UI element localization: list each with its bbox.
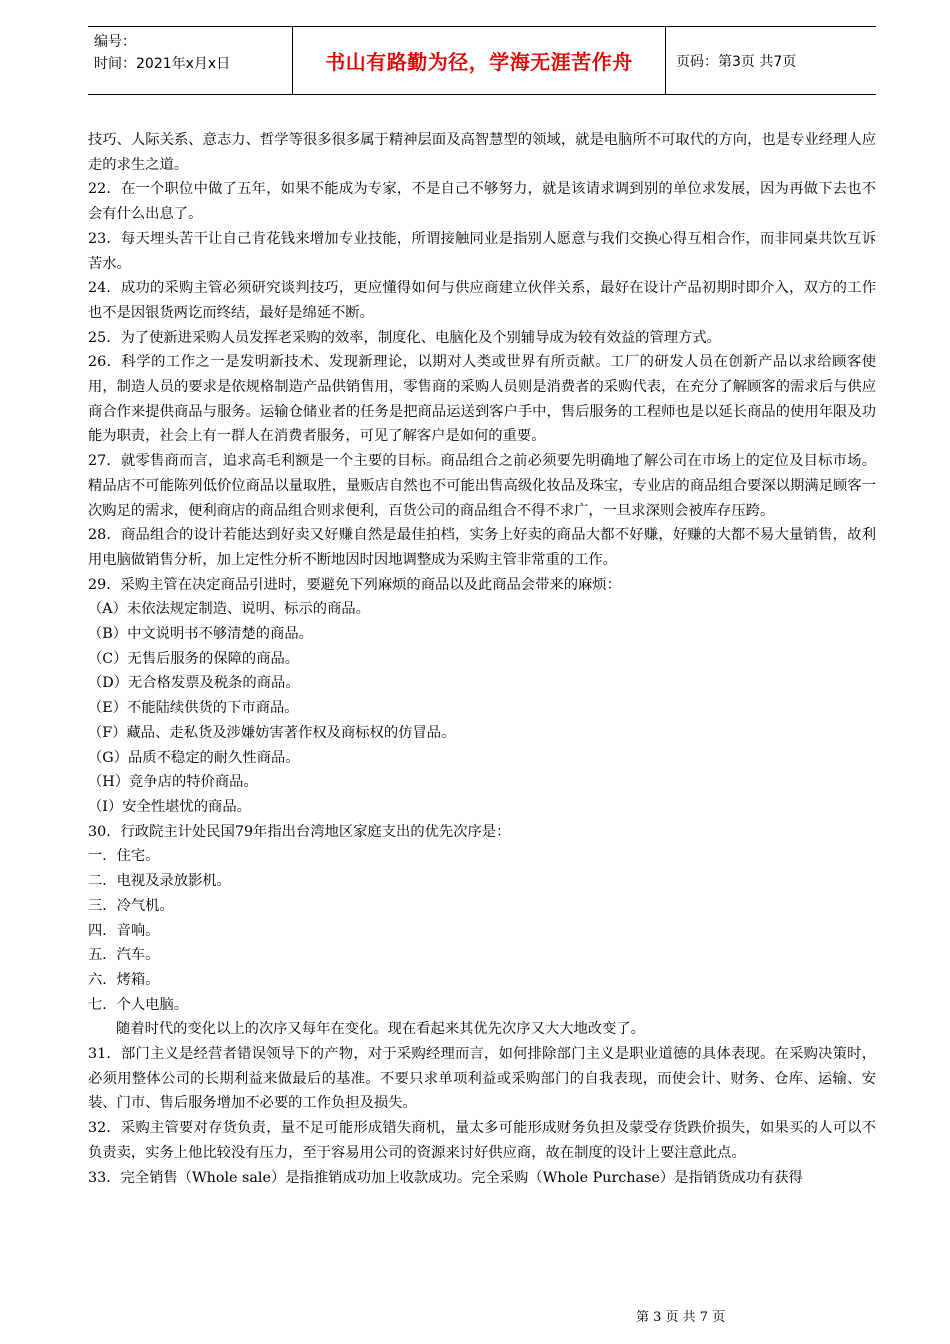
paragraph: 23．每天埋头苦干让自己肯花钱来增加专业技能，所谓接触同业是指别人愿意与我们交换心得互相合作，而非同桌共饮互诉苦水。 [88, 230, 876, 272]
paragraph: 27．就零售商而言，追求高毛利额是一个主要的目标。商品组合之前必须要先明确地了解公司在市场上的定位及目标市场。精品店不可能陈列低价位商品以量取胜，量贩店自然也不可能出售高级化妆品及珠宝，专业店的商品组合要深以期满足顾客一次购足的需求，便利商店的商品组合则求便利，百货公司的商品组合不得不求广，一旦求深则会被库存压跨。 [88, 453, 876, 519]
page-header [88, 26, 876, 95]
document-body [88, 128, 876, 1190]
list-item: 二．电视及录放影机。 [88, 873, 231, 890]
page-footer [636, 1306, 725, 1325]
list-item: （F）藏品、走私货及涉嫌妨害著作权及商标权的仿冒品。 [88, 724, 456, 741]
list-item: （G）品质不稳定的耐久性商品。 [88, 749, 300, 766]
footer-page-number: 第 3 页 共 7 页 [636, 1310, 726, 1325]
paragraph: 33．完全销售（Whole sale）是指推销成功加上收款成功。完全采购（Whole Purchase）是指销货成功有获得 [88, 1169, 803, 1186]
paragraph: 28．商品组合的设计若能达到好卖又好赚自然是最佳拍档，实务上好卖的商品大都不好赚，好赚的大都不易大量销售，故利用电脑做销售分析，加上定性分析不断地因时因地调整成为采购主管非常重的工作。 [88, 527, 876, 568]
list-item: （D）无合格发票及税条的商品。 [88, 675, 300, 692]
header-motto [292, 27, 666, 94]
paragraph: 技巧、人际关系、意志力、哲学等很多很多属于精神层面及高智慧型的领域，就是电脑所不可取代的方向，也是专业经理人应走的求生之道。 [88, 132, 876, 173]
list-item: 六．烤箱。 [88, 971, 160, 988]
list-item: （E）不能陆续供货的下市商品。 [88, 700, 299, 717]
list-item: 四．音响。 [88, 922, 160, 939]
page-label: 页码：第3页 共7页 [676, 53, 797, 70]
paragraph: 随着时代的变化以上的次序又每年在变化。现在看起来其优先次序又大大地改变了。 [116, 1021, 645, 1038]
list-item: （I）安全性堪忧的商品。 [88, 798, 251, 815]
paragraph: 24．成功的采购主管必须研究谈判技巧，更应懂得如何与供应商建立伙伴关系，最好在设计产品初期时即介入，双方的工作也不是因银货两讫而终结，最好是绵延不断。 [88, 280, 876, 321]
list-item: （C）无售后服务的保障的商品。 [88, 650, 300, 667]
header-meta [88, 27, 292, 94]
paragraph: 32．采购主管要对存货负责，量不足可能形成错失商机，量太多可能形成财务负担及蒙受存货跌价损失，如果买的人可以不负责卖，实务上他比较没有压力，至于容易用公司的资源来讨好供应商，故在制度的设计上要注意此点。 [88, 1120, 876, 1161]
list-item: 七．个人电脑。 [88, 996, 189, 1013]
paragraph: 29．采购主管在决定商品引进时，要避免下列麻烦的商品以及此商品会带来的麻烦： [88, 576, 621, 593]
list-item: （B）中文说明书不够清楚的商品。 [88, 626, 313, 643]
paragraph: 22．在一个职位中做了五年，如果不能成为专家，不是自己不够努力，就是该请求调到别的单位求发展，因为再做下去也不会有什么出息了。 [88, 181, 876, 223]
motto-text: 书山有路勤为径，学海无涯苦作舟 [325, 50, 633, 74]
list-item: （H）竞争店的特价商品。 [88, 774, 258, 791]
time-label: 时间：2021年x月x日 [94, 56, 231, 72]
paragraph: 31．部门主义是经营者错误领导下的产物，对于采购经理而言，如何排除部门主义是职业道德的具体表现。在采购决策时，必须用整体公司的长期利益来做最后的基准。不要只求单项利益或采购部门的自我表现，而使会计、财务、仓库、运输、安装、门市、售后服务增加不必要的工作负担及损失。 [88, 1046, 876, 1112]
list-item: 一．住宅。 [88, 848, 160, 865]
header-page-info [666, 27, 876, 94]
serial-label: 编号： [94, 34, 136, 50]
list-item: （A）未依法规定制造、说明、标示的商品。 [88, 601, 370, 618]
list-item: 五．汽车。 [88, 947, 160, 964]
list-item: 三．冷气机。 [88, 897, 174, 914]
paragraph: 26．科学的工作之一是发明新技术、发现新理论，以期对人类或世界有所贡献。工厂的研发人员在创新产品以求给顾客使用，制造人员的要求是依规格制造产品供销售用，零售商的采购人员则是消费者的采购代表，在充分了解顾客的需求后与供应商合作来提供商品与服务。运输仓储业者的任务是把商品运送到客户手中，售后服务的工程师也是以延长商品的使用年限及功能为职责，社会上有一群人在消费者服务，可见了解客户是如何的重要。 [88, 354, 876, 445]
paragraph: 25．为了使新进采购人员发挥老采购的效率，制度化、电脑化及个别辅导成为较有效益的管理方式。 [88, 329, 721, 346]
paragraph: 30．行政院主计处民国79年指出台湾地区家庭支出的优先次序是： [88, 823, 511, 840]
